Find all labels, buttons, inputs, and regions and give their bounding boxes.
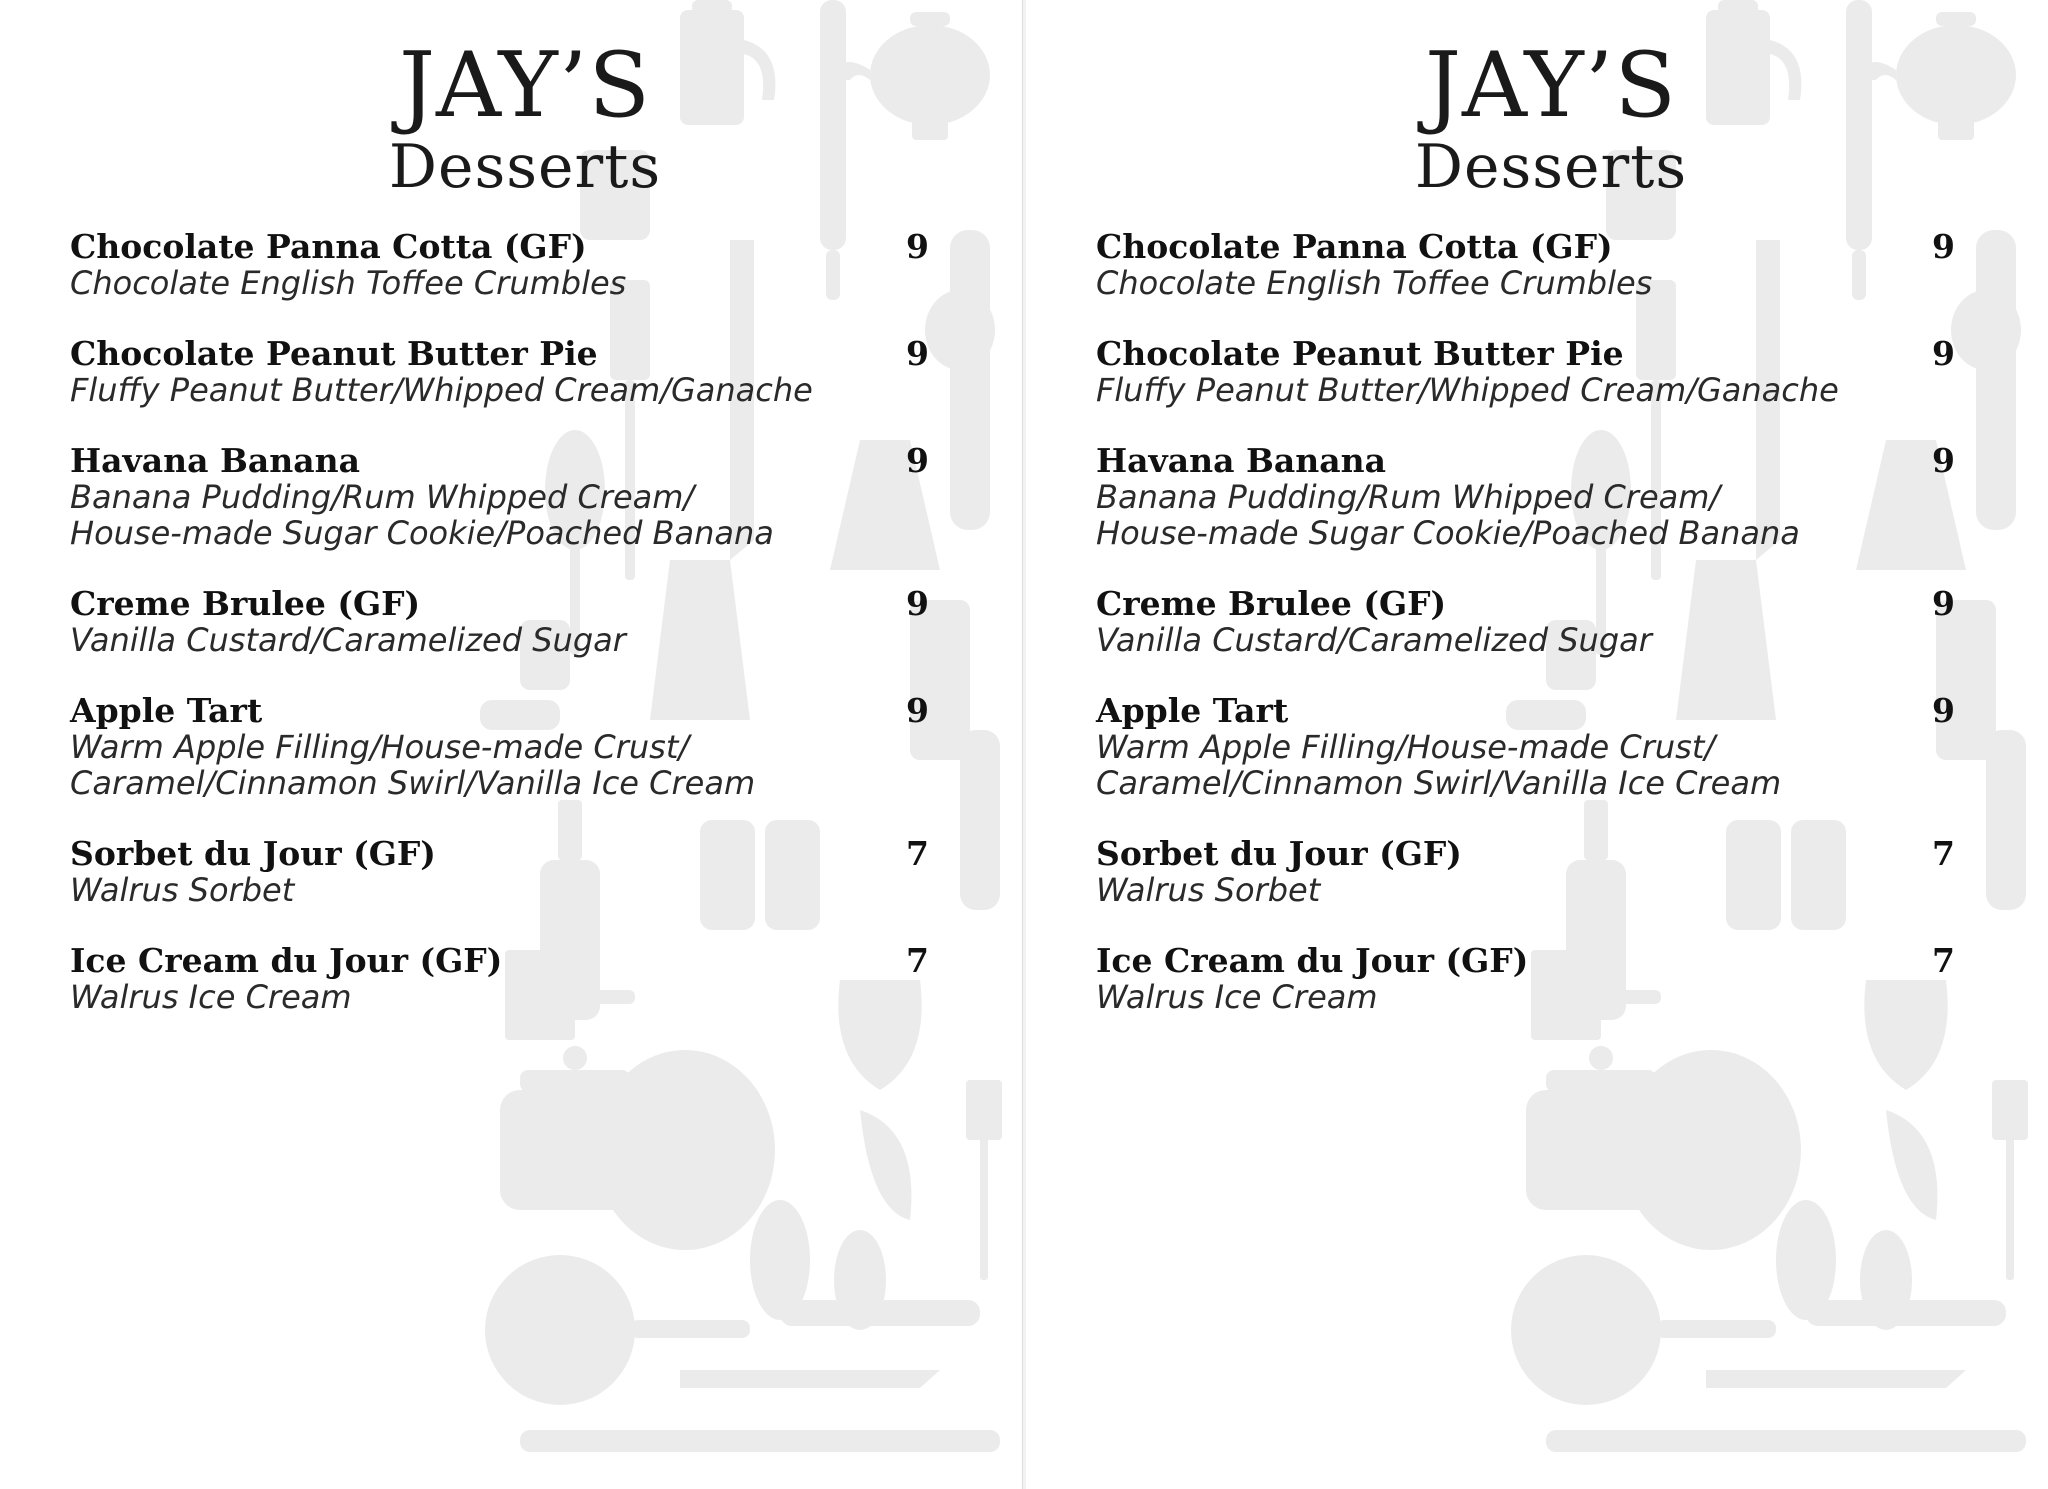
item-price: 7 [906, 834, 929, 873]
menu-item [1096, 442, 1966, 551]
item-name: Havana Banana [70, 441, 361, 480]
item-description: Walrus Ice Cream [70, 978, 352, 1016]
item-description: Banana Pudding/Rum Whipped Cream/ House-made Sugar Cookie/Poached Banana [70, 478, 774, 552]
menu-section-title: Desserts [1414, 132, 1688, 202]
dessert-list [70, 228, 940, 1049]
menu-item [1096, 942, 1966, 1015]
fork-icon [1992, 1080, 2028, 1280]
item-description: Fluffy Peanut Butter/Whipped Cream/Ganache [1096, 371, 1839, 409]
menu-item [70, 228, 940, 301]
item-name: Creme Brulee (GF) [1096, 584, 1447, 623]
item-price: 7 [1932, 941, 1955, 980]
item-description: Walrus Ice Cream [1096, 978, 1378, 1016]
item-price: 7 [906, 941, 929, 980]
menu-item [1096, 585, 1966, 658]
item-description: Fluffy Peanut Butter/Whipped Cream/Ganache [70, 371, 813, 409]
item-price: 9 [906, 584, 929, 623]
plate-icon [595, 1050, 775, 1250]
item-description: Vanilla Custard/Caramelized Sugar [70, 621, 626, 659]
item-description: Walrus Sorbet [1096, 871, 1321, 909]
menu-item [1096, 692, 1966, 801]
menu-item [1096, 335, 1966, 408]
plate-icon [1621, 1050, 1801, 1250]
item-price: 9 [906, 691, 929, 730]
item-price: 9 [1932, 334, 1955, 373]
item-description: Walrus Sorbet [70, 871, 295, 909]
item-price: 9 [1932, 227, 1955, 266]
item-name: Creme Brulee (GF) [70, 584, 421, 623]
item-description: Chocolate English Toffee Crumbles [1096, 264, 1653, 302]
item-description: Warm Apple Filling/House-made Crust/ Caramel/Cinnamon Swirl/Vanilla Ice Cream [1096, 728, 1782, 802]
item-description: Warm Apple Filling/House-made Crust/ Caramel/Cinnamon Swirl/Vanilla Ice Cream [70, 728, 756, 802]
menu-item [70, 335, 940, 408]
item-name: Ice Cream du Jour (GF) [1096, 941, 1529, 980]
croissant-icon [860, 1110, 911, 1220]
menu-item [70, 942, 940, 1015]
item-name: Apple Tart [70, 691, 263, 730]
restaurant-name: JAY’S [398, 33, 652, 138]
item-name: Chocolate Panna Cotta (GF) [70, 227, 587, 266]
menu-item [70, 442, 940, 551]
menu-item [70, 585, 940, 658]
item-price: 9 [906, 441, 929, 480]
menu-section-title: Desserts [388, 132, 662, 202]
item-name: Ice Cream du Jour (GF) [70, 941, 503, 980]
item-name: Sorbet du Jour (GF) [70, 834, 436, 873]
restaurant-name: JAY’S [1424, 33, 1678, 138]
fork-icon [966, 1080, 1002, 1280]
item-price: 9 [906, 334, 929, 373]
croissant-icon [1886, 1110, 1937, 1220]
item-name: Chocolate Peanut Butter Pie [1096, 334, 1624, 373]
item-price: 9 [1932, 441, 1955, 480]
item-price: 9 [1932, 584, 1955, 623]
menu-page-left [0, 0, 1022, 1489]
item-price: 9 [906, 227, 929, 266]
item-description: Vanilla Custard/Caramelized Sugar [1096, 621, 1652, 659]
item-name: Apple Tart [1096, 691, 1289, 730]
item-name: Sorbet du Jour (GF) [1096, 834, 1462, 873]
dessert-list [1096, 228, 1966, 1049]
menu-item [70, 692, 940, 801]
item-description: Chocolate English Toffee Crumbles [70, 264, 627, 302]
menu-item [1096, 835, 1966, 908]
item-name: Chocolate Peanut Butter Pie [70, 334, 598, 373]
menu-item [1096, 228, 1966, 301]
menu-item [70, 835, 940, 908]
item-price: 7 [1932, 834, 1955, 873]
item-price: 9 [1932, 691, 1955, 730]
item-name: Chocolate Panna Cotta (GF) [1096, 227, 1613, 266]
menu-page-right [1026, 0, 2048, 1489]
item-description: Banana Pudding/Rum Whipped Cream/ House-made Sugar Cookie/Poached Banana [1096, 478, 1800, 552]
item-name: Havana Banana [1096, 441, 1387, 480]
